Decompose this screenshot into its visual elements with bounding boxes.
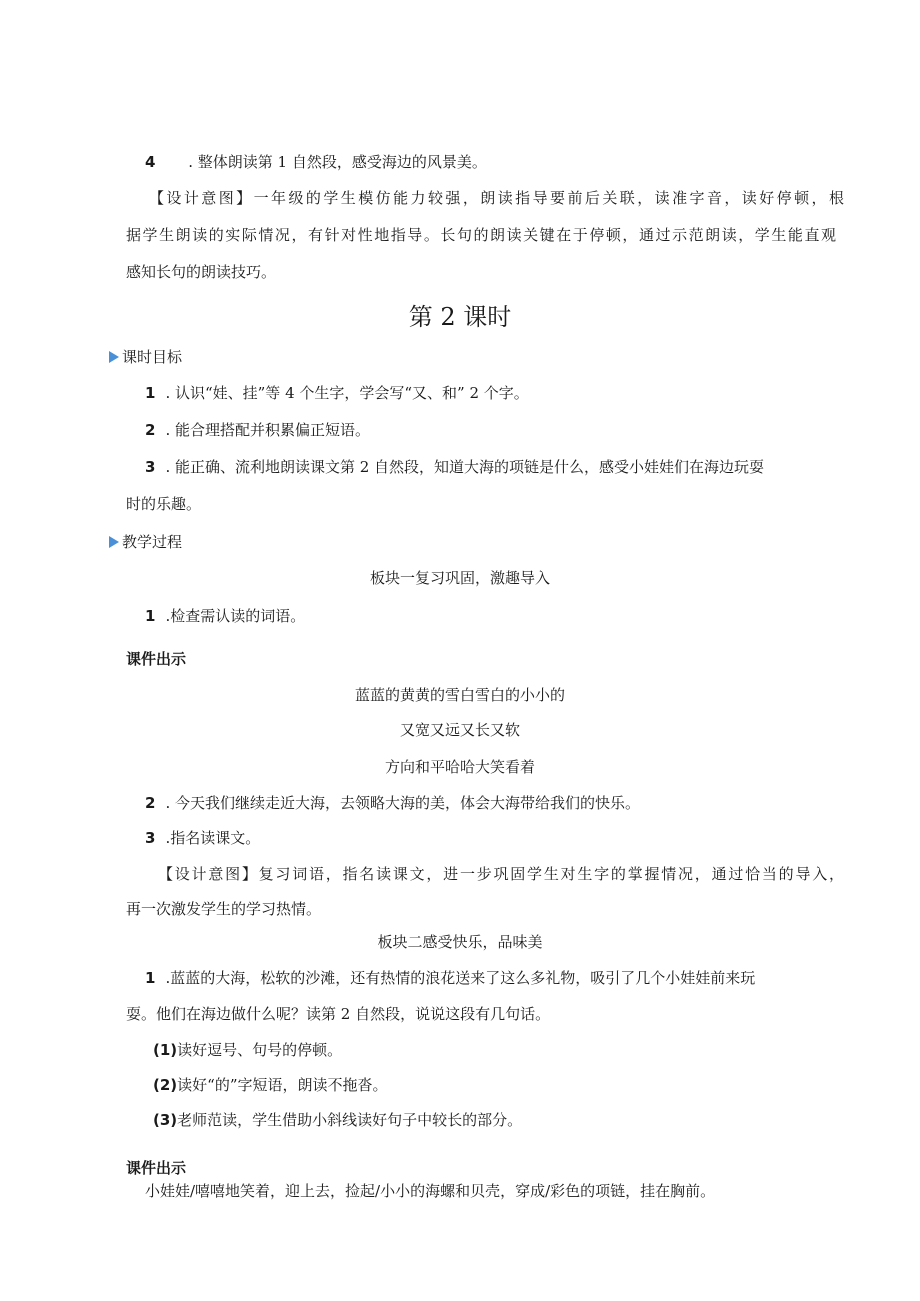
courseware-label-1: 课件出示	[126, 650, 187, 668]
block-2-item-1: 1 .蓝蓝的大海，松软的沙滩，还有热情的浪花送来了这么多礼物，吸引了几个小娃娃前来玩	[145, 969, 756, 987]
block-2-item-1-line-2: 耍。他们在海边做什么呢？读第 2 自然段，说说这段有几句话。	[126, 1005, 551, 1023]
triangle-bullet-icon	[109, 536, 119, 548]
lesson-title: 第 2 课时	[408, 303, 512, 331]
item-number: 4	[145, 153, 156, 171]
sub-item-3: (3)老师范读，学生借助小斜线读好句子中较长的部分。	[153, 1111, 523, 1129]
goal-3-line-2: 时的乐趣。	[126, 495, 202, 513]
design-intent-2-line-1: 【设计意图】复习词语，指名读课文，进一步巩固学生对生字的掌握情况，通过恰当的导入，	[158, 865, 844, 883]
process-item-1: 1 .检查需认读的词语。	[145, 607, 306, 625]
process-heading: 教学过程	[109, 532, 182, 552]
courseware-sentence: 小娃娃/嘻嘻地笑着，迎上去，捡起/小小的海螺和贝壳，穿成/彩色的项链，挂在胸前。	[145, 1182, 716, 1200]
design-intent-1-line-2: 据学生朗读的实际情况，有针对性地指导。长句的朗读关键在于停顿，通过示范朗读，学生能直观	[126, 226, 836, 244]
goal-2: 2 . 能合理搭配并积累偏正短语。	[145, 421, 370, 439]
words-line-3: 方向和平哈哈大笑看着	[384, 758, 535, 776]
design-intent-1-line-1: 【设计意图】一年级的学生模仿能力较强，朗读指导要前后关联，读准字音，读好停顿，根	[149, 189, 844, 207]
design-intent-1-line-3: 感知长句的朗读技巧。	[126, 263, 277, 281]
goal-1: 1 . 认识“娃、挂”等 4 个生字，学会写“又、和” 2 个字。	[145, 384, 529, 402]
sub-item-1: (1)读好逗号、句号的停顿。	[153, 1041, 343, 1059]
design-intent-2-line-2: 再一次激发学生的学习热情。	[126, 900, 322, 918]
courseware-label-2: 课件出示	[126, 1159, 187, 1177]
triangle-bullet-icon	[109, 351, 119, 363]
goals-heading: 课时目标	[109, 347, 182, 367]
process-item-3: 3 .指名读课文。	[145, 829, 261, 847]
words-line-1: 蓝蓝的黄黄的雪白雪白的小小的	[354, 686, 565, 704]
item-4	[145, 152, 487, 172]
words-line-2: 又宽又远又长又软	[399, 721, 520, 739]
goal-3: 3 . 能正确、流利地朗读课文第 2 自然段，知道大海的项链是什么，感受小娃娃们在海边玩耍	[145, 458, 765, 476]
sub-item-2: (2)读好“的”字短语，朗读不拖沓。	[153, 1076, 388, 1094]
block-2-title: 板块二感受快乐，品味美	[377, 933, 543, 951]
process-item-2: 2 . 今天我们继续走近大海，去领略大海的美，体会大海带给我们的快乐。	[145, 794, 640, 812]
block-1-title: 板块一复习巩固，激趣导入	[369, 569, 550, 587]
item-text: . 整体朗读第 1 自然段，感受海边的风景美。	[188, 153, 487, 171]
